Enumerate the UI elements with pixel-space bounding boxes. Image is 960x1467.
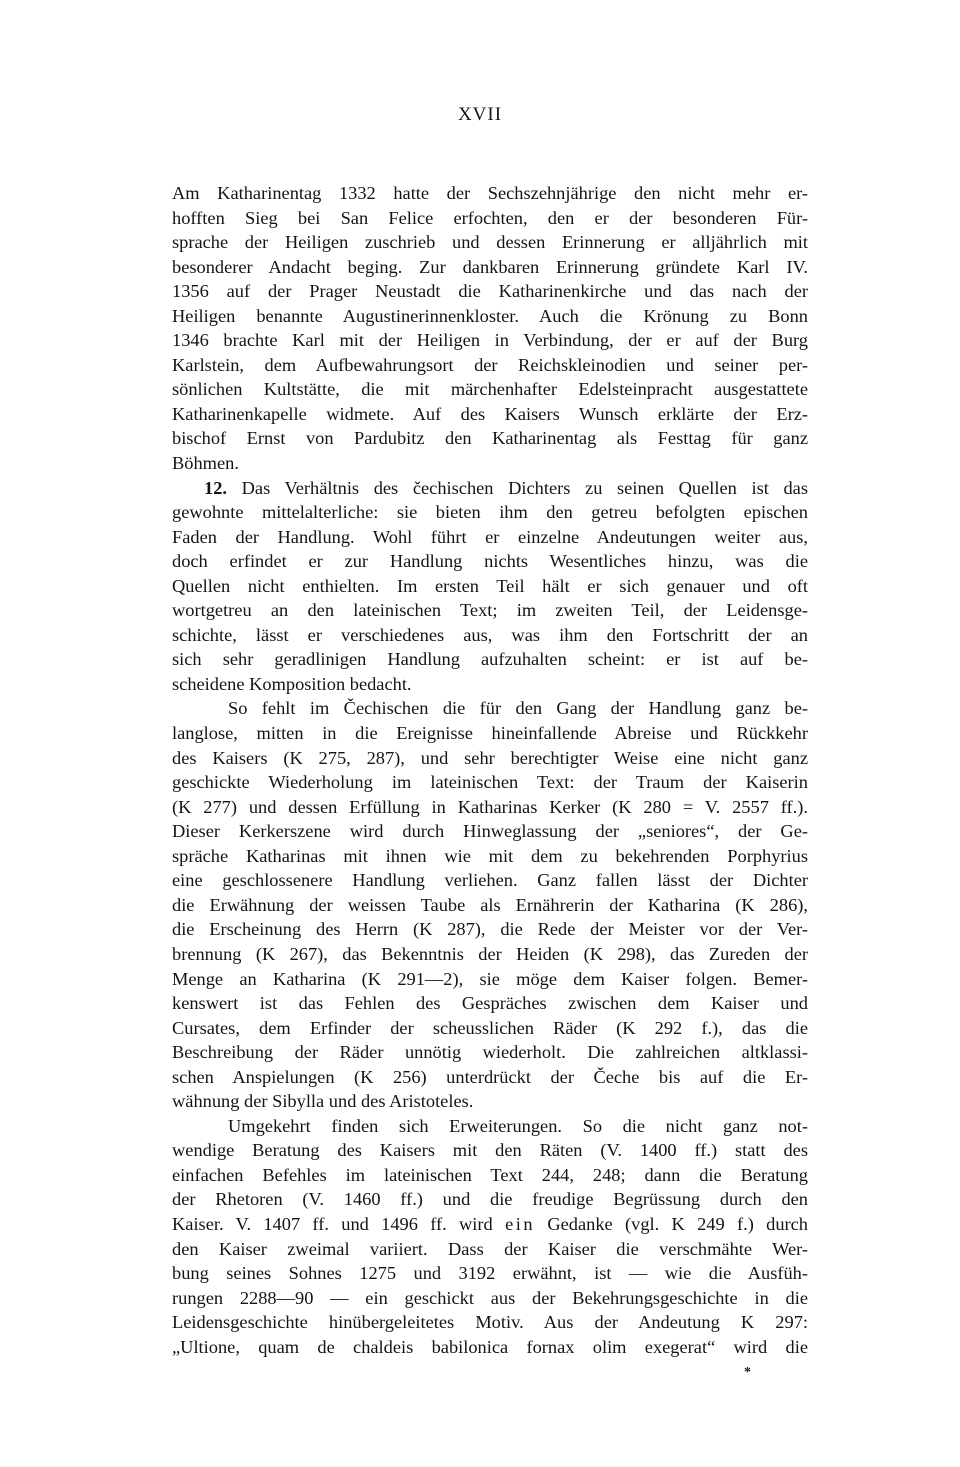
paragraph-12-first-line xyxy=(172,476,808,501)
page-number-header: XVII xyxy=(457,104,503,125)
text-line: Heiligen benannte Augustinerinnenkloster. Auch die Krönung zu Bonn xyxy=(172,305,808,326)
text-line: bung seines Sohnes 1275 und 3192 erwähnt, ist — wie die Ausfüh- xyxy=(172,1263,808,1284)
text-line: doch erfindet er zur Handlung nichts Wesentliches hinzu, was die xyxy=(172,551,808,572)
text-line: Menge an Katharina (K 291—2), sie möge dem Kaiser folgen. Bemer- xyxy=(172,968,808,989)
text-line: wähnung der Sibylla und des Aristoteles. xyxy=(172,1091,474,1112)
text-line: Dieser Kerkerszene wird durch Hinweglassung der „seniores“, der Ge- xyxy=(172,821,808,842)
text-line: rungen 2288—90 — ein geschickt aus der Bekehrungsgeschichte in die xyxy=(172,1287,808,1308)
text-line: schichte, lässt er verschiedenes aus, was ihm den Fortschritt der an xyxy=(172,624,808,645)
text-line: Böhmen. xyxy=(172,453,239,474)
text-line: Faden der Handlung. Wohl führt er einzelne Andeutungen weiter aus, xyxy=(172,526,808,547)
text-line: schen Anspielungen (K 256) unterdrückt der Čeche bis auf die Er- xyxy=(172,1066,808,1087)
text-line: Katharinenkapelle widmete. Auf des Kaisers Wunsch erklärte der Erz- xyxy=(172,403,808,424)
text-line: der Rhetoren (V. 1460 ff.) und die freudige Begrüssung durch den xyxy=(172,1189,808,1210)
text-line: besonderer Andacht beging. Zur dankbaren Erinnerung gründete Karl IV. xyxy=(172,256,808,277)
text-line: sönlichen Kultstätte, die mit märchenhafter Edelsteinpracht ausgestattete xyxy=(172,379,808,400)
spaced-line-start: Kaiser. V. 1407 ff. und 1496 ff. wird xyxy=(172,1213,493,1234)
text-line: Am Katharinentag 1332 hatte der Sechszehnjährige den nicht mehr er- xyxy=(172,183,808,203)
footer-asterisk-mark: * xyxy=(744,1365,751,1380)
text-line: Umgekehrt finden sich Erweiterungen. So die nicht ganz not- xyxy=(228,1115,808,1136)
text-line: spräche Katharinas mit ihnen wie mit dem zu bekehrenden Porphyrius xyxy=(172,845,808,866)
text-line: langlose, mitten in die Ereignisse hineinfallende Abreise und Rückkehr xyxy=(172,723,808,744)
text-line: kenswert ist das Fehlen des Gespräches zwischen dem Kaiser und xyxy=(172,993,808,1014)
text-line: den Kaiser zweimal variiert. Dass der Kaiser die verschmähte Wer- xyxy=(172,1238,808,1259)
section-number: 12. xyxy=(204,477,227,498)
text-line: „Ultione, quam de chaldeis babilonica fornax olim exegerat“ wird die xyxy=(172,1336,808,1357)
paragraph-12-body xyxy=(172,500,808,696)
spaced-word: ein xyxy=(505,1213,536,1234)
text-line: sprache der Heiligen zuschrieb und dessen Erinnerung er alljährlich mit xyxy=(172,232,808,253)
spaced-emphasis-line xyxy=(172,1212,808,1237)
text-line: geschickte Wiederholung im lateinischen Text: der Traum der Kaiserin xyxy=(172,772,808,793)
paragraph-extensions-end xyxy=(172,1237,808,1360)
text-line: Leidensgeschichte hinübergeleitetes Motiv. Aus der Andeutung K 297: xyxy=(172,1312,808,1333)
paragraph-extensions xyxy=(172,1114,808,1359)
paragraph-12-first-line-text: Das Verhältnis des čechischen Dichters zu seinen Quellen ist das xyxy=(241,477,808,498)
text-line: Quellen nicht enthielten. Im ersten Teil hält er sich genauer und oft xyxy=(172,575,808,596)
paragraph-katharinentag xyxy=(172,181,808,476)
text-line: die Erwähnung der weissen Taube als Ernährerin der Katharina (K 286), xyxy=(172,894,808,915)
paragraph-extensions-start xyxy=(172,1114,808,1212)
text-line: bischof Ernst von Pardubitz den Katharinentag als Festtag für ganz xyxy=(172,428,808,449)
text-line: 1346 brachte Karl mit der Heiligen in Verbindung, der er auf der Burg xyxy=(172,330,808,351)
text-line: Beschreibung der Räder unnötig wiederholt. Die zahlreichen altklassi- xyxy=(172,1042,808,1063)
paragraph-omissions xyxy=(172,696,808,1113)
text-line: eine geschlossenere Handlung verliehen. Ganz fallen lässt der Dichter xyxy=(172,870,808,891)
spaced-line-end: Gedanke (vgl. K 249 f.) durch xyxy=(547,1213,809,1234)
text-line: sich sehr geradlinigen Handlung aufzuhalten scheint: er ist auf be- xyxy=(172,649,808,670)
text-line: gewohnte mittelalterliche: sie bieten ihm den getreu befolgten epischen xyxy=(172,502,808,523)
text-line: einfachen Befehles im lateinischen Text 244, 248; dann die Beratung xyxy=(172,1164,808,1185)
text-line: scheidene Komposition bedacht. xyxy=(172,673,412,694)
text-line: Karlstein, dem Aufbewahrungsort der Reichskleinodien und seiner per- xyxy=(172,354,808,375)
text-line: Cursates, dem Erfinder der scheusslichen Räder (K 292 f.), das die xyxy=(172,1017,808,1038)
text-line: (K 277) und dessen Erfüllung in Katharinas Kerker (K 280 = V. 2557 ff.). xyxy=(172,796,808,817)
paragraph-12 xyxy=(172,476,808,697)
text-line: So fehlt im Čechischen die für den Gang der Handlung ganz be- xyxy=(228,698,808,719)
text-line: wortgetreu an den lateinischen Text; im zweiten Teil, der Leidensge- xyxy=(172,600,808,621)
body-text xyxy=(172,181,808,1359)
text-line: hofften Sieg bei San Felice erfochten, den er der besonderen Für- xyxy=(172,207,808,228)
text-line: des Kaisers (K 275, 287), und sehr berechtigter Weise eine nicht ganz xyxy=(172,747,808,768)
text-line: die Erscheinung des Herrn (K 287), die Rede der Meister vor der Ver- xyxy=(172,919,808,940)
text-line: brennung (K 267), das Bekenntnis der Heiden (K 298), das Zureden der xyxy=(172,943,808,964)
text-line: 1356 auf der Prager Neustadt die Katharinenkirche und das nach der xyxy=(172,281,808,302)
text-line: wendige Beratung des Kaisers mit den Räten (V. 1400 ff.) statt des xyxy=(172,1140,808,1161)
